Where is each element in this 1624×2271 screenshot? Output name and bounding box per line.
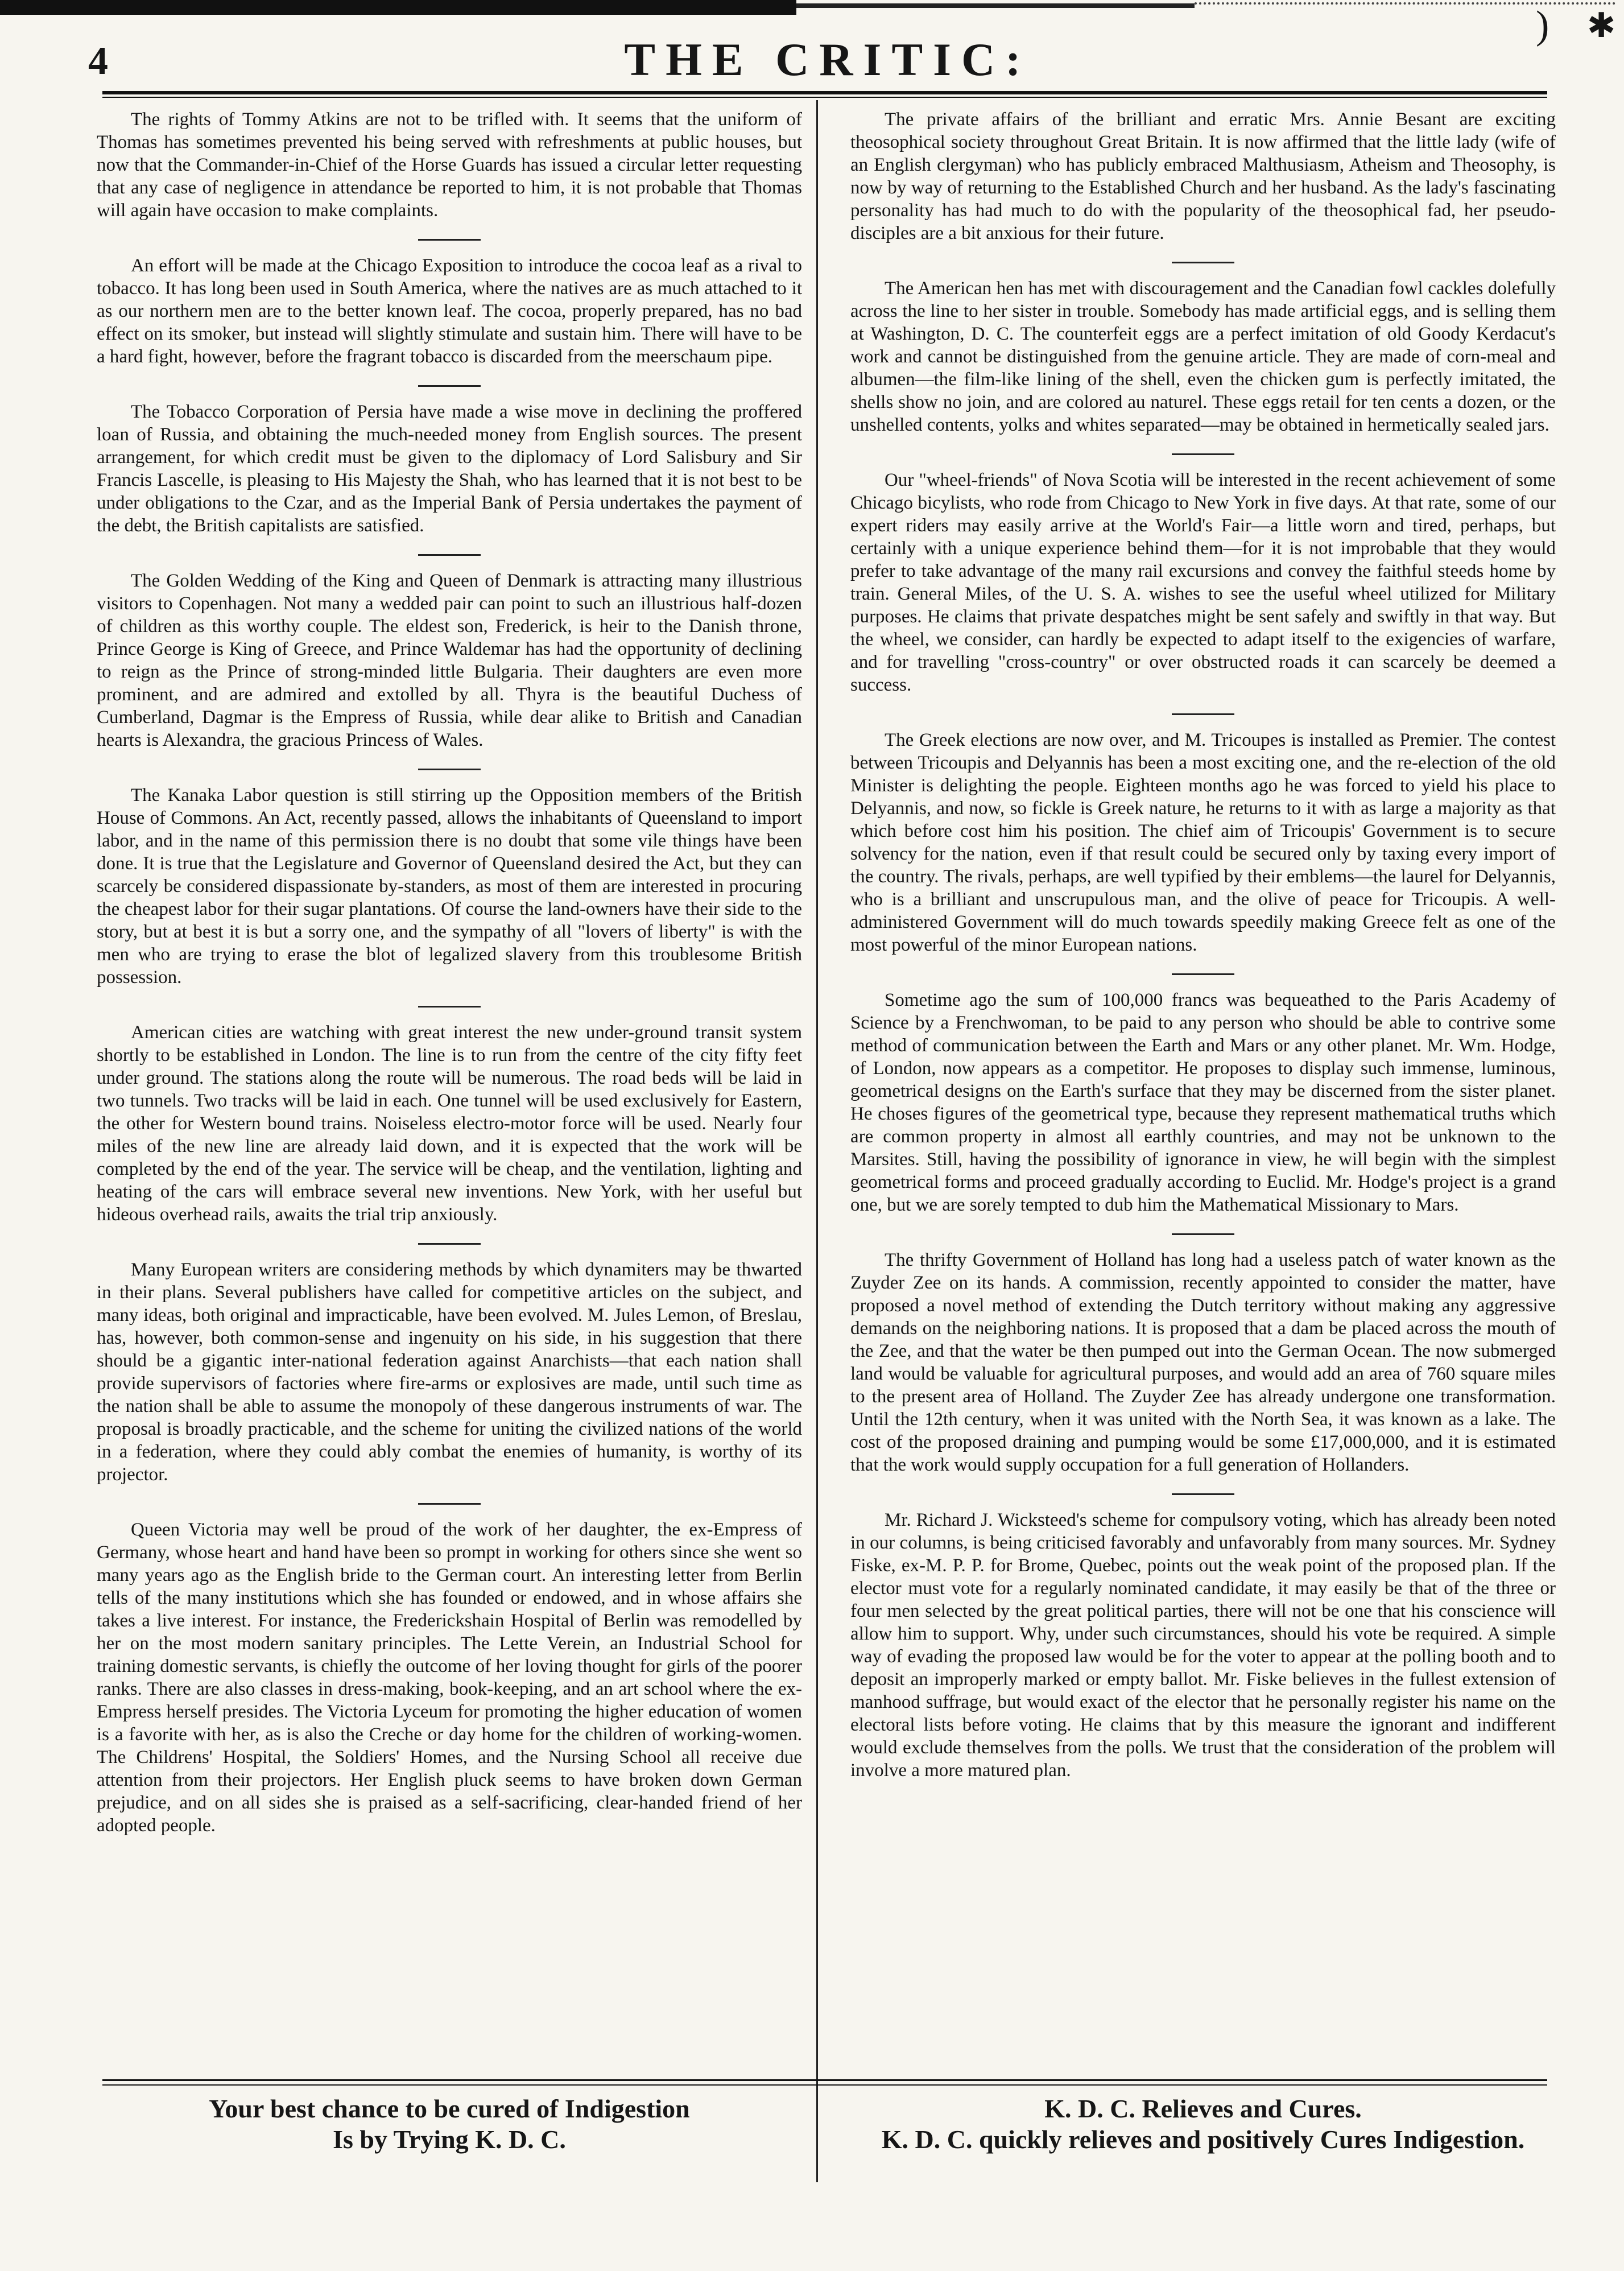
masthead bbox=[88, 33, 1567, 96]
article-london-underground: American cities are watching with great interest the new under-ground transit system shortly to be established in London. The line is to run from the centre of the city fifty feet under ground. The stations along the route will be numerous. The road beds will be laid in two tunnels. Two tracks will be laid in each. One tunnel will be used exclusively for Eastern, the other for Western bound trains. Noiseless electro-motor force will be used. Nearly four miles of the new line are already laid down, and it is expected that the work will be completed by the end of the year. The service will be cheap, and the ventilation, lighting and heating of the cars will embrace several new inventions. New York, with her useful but hideous overhead rails, awaits the trial trip anxiously. bbox=[97, 1022, 802, 1225]
article-separator bbox=[418, 385, 481, 387]
article-separator bbox=[418, 1243, 481, 1245]
footer-rule-thin bbox=[102, 2084, 1547, 2086]
article-kanaka-labor: The Kanaka Labor question is still stirring up the Opposition members of the British House of Commons. An Act, recently passed, allows the inhabitants of Queensland to import labor, and in the name of this permission there is no doubt that some vile things have been done. It is true that the Legislature and Governor of Queensland desired the Act, but they can scarcely be considered dispassionate by-standers, as most of them are interested in procuring the cheapest labor for their sugar plantations. Of course the land-owners have their side to the story, but at best it is but a sorry one, and the sympathy of all "lovers of liberty" is with the men who are trying to erase the blot of legalized slavery from this troublesome British possession. bbox=[97, 785, 802, 988]
right-column bbox=[850, 108, 1556, 2074]
article-separator bbox=[418, 769, 481, 770]
margin-mark: ) bbox=[1536, 3, 1549, 47]
article-separator bbox=[1172, 453, 1234, 455]
article-separator bbox=[1172, 262, 1234, 263]
article-artificial-eggs: The American hen has met with discouragement and the Canadian fowl cackles dolefully across the line to her sister in trouble. Somebody has made artificial eggs, and is selling them at Washington, D. C. The counterfeit eggs are a perfect imitation of old Goody Kerdacut's work and cannot be distinguished from the genuine article. They are made of corn-meal and albumen—the film-like lining of the shell, even the chicken gum is perfectly imitated, the shells show no join, and are colored au naturel. These eggs retail for ten cents a dozen, or the unshelled contents, yolks and whites separated—may be obtained in hermetically sealed jars. bbox=[850, 278, 1556, 435]
publication-title: THE CRITIC: bbox=[624, 34, 1031, 85]
article-queen-victoria: Queen Victoria may well be proud of the work of her daughter, the ex-Empress of Germany, whose heart and hand have been so prompt in working for others since she went so many years ago as the English bride to the German court. An interesting letter from Berlin tells of the many institutions which she has founded or endowed, and in whose affairs she takes a live interest. For instance, the Frederickshain Hospital of Berlin was remodelled by her on the most modern sanitary principles. The Lette Verein, an Industrial School for training domestic servants, is chiefly the outcome of her loving thought for girls of the poorer ranks. There are also classes in dress-making, book-keeping, and an art school where the ex-Empress herself presides. The Victoria Lyceum for promoting the higher education of women is a favorite with her, as is also the Creche or day home for the children of working-women. The Childrens' Hospital, the Soldiers' Homes, and the Nursing School all receive due attention from their projectors. Her English pluck seems to have broken down German prejudice, and on all sides she is praised as a self-sacrificing, clear-handed friend of her adopted people. bbox=[97, 1519, 802, 1836]
ad-right-line-2: K. D. C. quickly relieves and positively Cures Indigestion. bbox=[881, 2125, 1525, 2154]
article-zuyder-zee: The thrifty Government of Holland has long had a useless patch of water known as the Zuyder Zee on its hands. A commission, recently appointed to consider the matter, have proposed a novel method of extending the Dutch territory without making any aggressive demands on the neighboring nations. It is proposed that a dam be placed across the mouth of the Zee, and that the water be then pumped out into the German Ocean. The now submerged land would be valuable for agricultural purposes, and would add an area of 760 square miles to the present area of Holland. The Zuyder Zee has already undergone one transformation. Until the 12th century, when it was united with the North Sea, it was known as a lake. The cost of the proposed draining and pumping would be some £17,000,000, and it is estimated that the work would supply occupation for a full generation of Hollanders. bbox=[850, 1250, 1556, 1475]
ad-left-line-1: Your best chance to be cured of Indigestion bbox=[209, 2094, 690, 2123]
article-denmark-wedding: The Golden Wedding of the King and Queen of Denmark is attracting many illustrious visitors to Copenhagen. Not many a wedded pair can point to such an illustrious half-dozen of children as this worthy couple. The eldest son, Frederick, is heir to the Danish throne, Prince George is King of Greece, and Prince Waldemar has had the opportunity of declining to reign as the Prince of strong-minded little Bulgaria. Their daughters are even more prominent, and are admired and extolled by all. Thyra is the beautiful Duchess of Cumberland, Dagmar is the Empress of Russia, while dear alike to British and Canadian hearts is Alexandra, the gracious Princess of Wales. bbox=[97, 571, 802, 750]
article-separator bbox=[418, 1006, 481, 1008]
article-wheel-friends: Our "wheel-friends" of Nova Scotia will be interested in the recent achievement of some Chicago bicylists, who rode from Chicago to New York in five days. At that rate, some of our expert riders may easily arrive at the World's Fair—a little worn and tired, perhaps, but certainly with a unique experience behind them—for it is not improbable that they would prefer to take advantage of the many rail excursions and convey the faithful steeds home by train. General Miles, of the U. S. A. wishes to see the useful wheel utilized for Military purposes. He claims that private despatches might be sent safely and swiftly in that way. But the wheel, we consider, can hardly be expected to adapt itself to the exigencies of warfare, and for travelling "cross-country" or over obstructed roads it can scarcely be deemed a success. bbox=[850, 470, 1556, 695]
article-separator bbox=[418, 239, 481, 241]
left-column bbox=[97, 108, 802, 2074]
article-separator bbox=[418, 554, 481, 556]
article-separator bbox=[1172, 1493, 1234, 1495]
article-separator bbox=[1172, 973, 1234, 975]
article-annie-besant: The private affairs of the brilliant and erratic Mrs. Annie Besant are exciting theosophical society throughout Great Britain. It is now affirmed that the little lady (wife of an English clergyman) who has publicly embraced Malthusiasm, Atheism and Theosophy, is now by way of returning to the Established Church and her husband. As the lady's fascinating personality has had much to do with the popularity of the theosophical fad, her pseudo-disciples are a bit anxious for their future. bbox=[850, 109, 1556, 243]
header-rule bbox=[102, 91, 1547, 94]
article-separator bbox=[1172, 713, 1234, 715]
page-number: 4 bbox=[88, 39, 108, 83]
article-tommy-atkins: The rights of Tommy Atkins are not to be trifled with. It seems that the uniform of Thomas has sometimes prevented his being served with refreshments at public houses, but now that the Commander-in-Chief of the Horse Guards has issued a circular letter requesting that any case of negligence in attendance be reported to him, it is not probable that Thomas will again have occasion to make complaints. bbox=[97, 109, 802, 221]
advertisement-right bbox=[850, 2094, 1556, 2155]
column-divider bbox=[816, 100, 818, 2182]
article-persia-tobacco: The Tobacco Corporation of Persia have made a wise move in declining the proffered loan of Russia, and obtaining the much-needed money from English sources. The present arrangement, for which credit must be given to the diplomacy of Lord Salisbury and Sir Francis Lascelle, is pleasing to His Majesty the Shah, who has learned that it is not best to be under obligations to the Czar, and as the Imperial Bank of Persia undertakes the payment of the debt, the British capitalists are satisfied. bbox=[97, 402, 802, 536]
margin-asterisk-icon: ✱ bbox=[1587, 7, 1616, 44]
advertisement-left bbox=[97, 2094, 802, 2155]
article-cocoa-leaf: An effort will be made at the Chicago Exposition to introduce the cocoa leaf as a rival to tobacco. It has long been used in South America, where the natives are as much attached to it as our northern men are to the better known leaf. The cocoa, properly prepared, has no bad effect on its smoker, but instead will slightly stimulate and sustain him. There will have to be a hard fight, however, before the fragrant tobacco is discarded from the meerschaum pipe. bbox=[97, 255, 802, 367]
top-border bbox=[0, 0, 1624, 23]
ad-right-line-1: K. D. C. Relieves and Cures. bbox=[1044, 2094, 1362, 2123]
article-dynamiters: Many European writers are considering methods by which dynamiters may be thwarted in their plans. Several publishers have called for competitive articles on the subject, and many ideas, both original and impracticable, have been evolved. M. Jules Lemon, of Breslau, has, however, both common-sense and ingenuity on his side, in his suggestion that there should be a gigantic inter-national federation against Anarchists—that each nation shall provide supervisors of factories where fire-arms or explosives are made, until such time as the nation shall be able to assume the monopoly of these dangerous instruments of war. The proposal is broadly practicable, and the scheme for uniting the civilized nations of the world in a federation, where they could ably combat the enemies of humanity, is worthy of its projector. bbox=[97, 1260, 802, 1485]
footer-rule bbox=[102, 2079, 1547, 2081]
ad-left-line-2: Is by Trying K. D. C. bbox=[333, 2125, 566, 2154]
article-separator bbox=[1172, 1233, 1234, 1235]
top-border-dotted bbox=[1195, 2, 1615, 10]
top-border-thin bbox=[796, 3, 1195, 8]
article-mars-communication: Sometime ago the sum of 100,000 francs was bequeathed to the Paris Academy of Science by a Frenchwoman, to be paid to any person who should be able to contrive some method of communication between the Earth and Mars or any other planet. Mr. Wm. Hodge, of London, now appears as a competitor. He proposes to display such immense, luminous, geometrical designs on the Earth's surface that they may be discerned from the sister planet. He choses figures of the geometrical type, because they represent mathematical truths which are common property in almost all earthly countries, and may not be unknown to the Marsites. Still, having the possibility of ignorance in view, he will begin with the simplest geometrical forms and proceed gradually according to Euclid. Mr. Hodge's project is a grand one, but we are sorely tempted to dub him the Mathematical Missionary to Mars. bbox=[850, 990, 1556, 1215]
article-greek-elections: The Greek elections are now over, and M. Tricoupes is installed as Premier. The contest between Tricoupis and Delyannis has been a most exciting one, and the re-election of the old Minister is delighting the people. Eighteen months ago he was forced to yield his place to Delyannis, and now, so fickle is Greek nature, he returns to it with as large a majority as that which before cost him his position. The chief aim of Tricoupis' Government is to secure solvency for the nation, even if that result could be secured only by taxing every import of the country. The rivals, perhaps, are well typified by their emblems—the laurel for Delyannis, who is a brilliant and unscrupulous man, and the olive of peace for Tricoupis. A well-administered Government will do much towards speedily making Greece felt as one of the most powerful of the minor European nations. bbox=[850, 730, 1556, 955]
top-border-thick bbox=[0, 0, 796, 15]
header-rule-thin bbox=[102, 97, 1547, 98]
article-separator bbox=[418, 1503, 481, 1505]
article-compulsory-voting: Mr. Richard J. Wicksteed's scheme for compulsory voting, which has already been noted in our columns, is being criticised favorably and unfavorably from many sources. Mr. Sydney Fiske, ex-M. P. P. for Brome, Quebec, points out the weak point of the proposed plan. If the elector must vote for a regularly nominated candidate, it may easily be that of the three or four men selected by the great political parties, there will not be one that his conscience will allow him to support. Why, under such circumstances, should his vote be required. A simple way of evading the proposed law would be for the voter to appear at the polling booth and to deposit an improperly marked or empty ballot. Mr. Fiske believes in the fullest extension of manhood suffrage, but would exact of the elector that he personally register his name on the electoral lists before voting. He claims that by this measure the ignorant and indifferent would exclude themselves from the polls. We trust that the consideration of the problem will involve a more matured plan. bbox=[850, 1510, 1556, 1781]
